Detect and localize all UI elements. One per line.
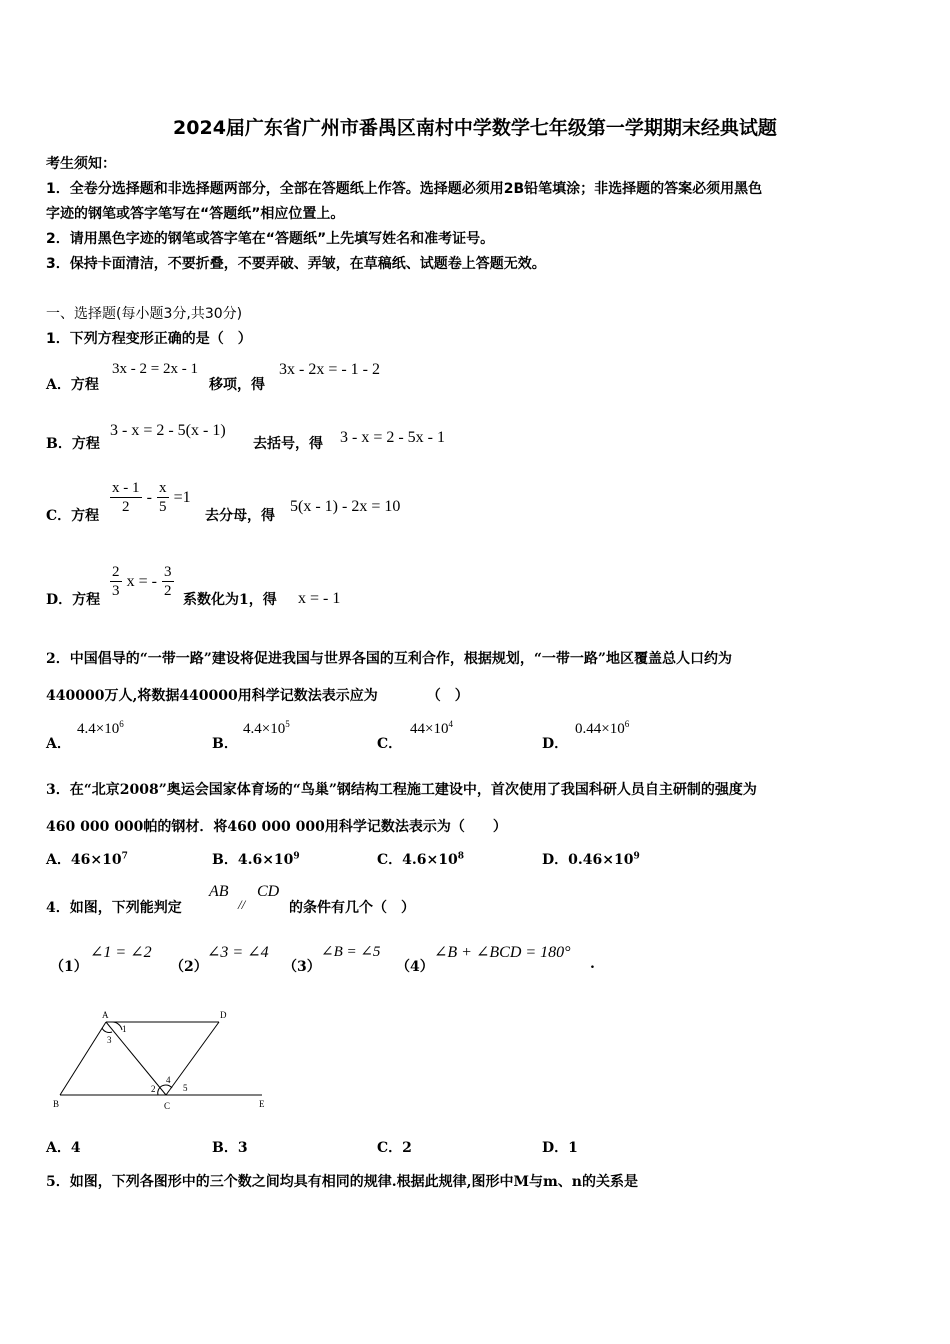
- label-a: A: [102, 1010, 109, 1020]
- q1-option-b-eq2: 3 - x = 2 - 5x - 1: [340, 429, 446, 446]
- q4-cond-2: ∠3 = ∠4: [207, 944, 269, 961]
- q4-option-a: A．4: [46, 1140, 81, 1156]
- label-4: 4: [166, 1075, 171, 1085]
- q4-parallel: //: [238, 897, 246, 912]
- q1-option-b-mid: 去括号，得: [253, 436, 323, 452]
- c-minus: -: [146, 489, 152, 506]
- q3-b-base: B．4.6×10: [212, 852, 294, 868]
- q2-option-d-value: [575, 719, 629, 738]
- q4-cond-end: .: [590, 956, 595, 972]
- q4-cond-1-label: （1）: [50, 959, 88, 975]
- label-3: 3: [107, 1035, 112, 1045]
- q1-option-d-eq1: [110, 563, 174, 600]
- line-ac: [106, 1022, 166, 1095]
- q3-option-b: [212, 849, 300, 869]
- q1-option-c-mid: 去分母，得: [205, 508, 275, 524]
- q2-line-1: 2．中国倡导的“一带一路”建设将促进我国与世界各国的互利合作，根据规划，“一带一路”地区覆盖总人口约为: [46, 651, 732, 667]
- d-x: x = -: [126, 573, 157, 590]
- q2-option-d-label: D．: [542, 736, 569, 752]
- q2-option-b-value: [243, 719, 290, 738]
- q4-cond-1: ∠1 = ∠2: [90, 944, 152, 961]
- q3-d-exp: 9: [633, 851, 640, 862]
- notice-item-1b: 字迹的钢笔或答字笔写在“答题纸”相应位置上。: [46, 206, 345, 222]
- label-d: D: [220, 1010, 227, 1020]
- q1-option-a-eq2: 3x - 2x = - 1 - 2: [279, 361, 381, 378]
- q3-option-c: [377, 849, 464, 869]
- q2-line-2: 440000万人,将数据440000用科学记数法表示应为 （ ）: [46, 688, 469, 704]
- d-frac1-den: 3: [112, 583, 120, 599]
- q2-d-exp: 6: [624, 719, 630, 729]
- q3-line-1: 3．在“北京2008”奥运会国家体育场的“鸟巢”钢结构工程施工建设中，首次使用了我国科研人员自主研制的强度为: [46, 782, 757, 798]
- arc-angle-3: [102, 1028, 112, 1033]
- q2-option-b-label: B．: [212, 736, 238, 752]
- q3-c-base: C．4.6×10: [377, 852, 458, 868]
- q4-cond-4: ∠B + ∠BCD = 180°: [434, 944, 571, 961]
- q3-c-exp: 8: [457, 851, 464, 862]
- q4-ab: AB: [209, 883, 229, 900]
- q1-stem: 1．下列方程变形正确的是（ ）: [46, 331, 252, 347]
- q3-line-2: 460 000 000帕的钢材．将460 000 000用科学记数法表示为（ ）: [46, 819, 507, 835]
- q4-option-d: D．1: [542, 1140, 578, 1156]
- q1-option-c-eq1: [110, 479, 191, 516]
- q2-b-exp: 5: [285, 719, 290, 729]
- q3-option-a: [46, 849, 128, 869]
- q3-option-d: [542, 849, 640, 869]
- q2-option-a-label: A．: [46, 736, 71, 752]
- q4-stem-a: 4．如图，下列能判定: [46, 900, 182, 916]
- q1-option-a-eq1: 3x - 2 = 2x - 1: [112, 361, 198, 377]
- d-frac1-num: 2: [112, 564, 120, 580]
- q4-option-c: C．2: [377, 1140, 412, 1156]
- q3-d-base: D．0.46×10: [542, 852, 634, 868]
- q2-d-base: 0.44×10: [575, 721, 625, 737]
- q4-cd: CD: [257, 883, 280, 900]
- q1-option-d-label: D．方程: [46, 592, 101, 608]
- label-2: 2: [151, 1084, 156, 1094]
- notice-heading: 考生须知：: [46, 156, 116, 172]
- notice-item-1a: 1．全卷分选择题和非选择题两部分，全部在答题纸上作答。选择题必须用2B铅笔填涂；非选择题的答案必须用黑色: [46, 181, 763, 197]
- q2-a-exp: 6: [119, 719, 124, 729]
- q1-option-b-eq1: 3 - x = 2 - 5(x - 1): [110, 422, 226, 439]
- page-title: 2024届广东省广州市番禺区南村中学数学七年级第一学期期末经典试题: [173, 117, 777, 139]
- c-frac2-den: 5: [159, 499, 167, 515]
- q3-a-exp: 7: [121, 851, 128, 862]
- q2-b-base: 4.4×10: [243, 721, 286, 737]
- q4-cond-2-label: （2）: [170, 959, 208, 975]
- q4-figure: [46, 1005, 271, 1115]
- q2-option-c-label: C．: [377, 736, 403, 752]
- notice-item-3: 3．保持卡面清洁，不要折叠，不要弄破、弄皱，在草稿纸、试题卷上答题无效。: [46, 256, 546, 272]
- q1-option-d-eq2: x = - 1: [298, 590, 341, 607]
- label-1: 1: [122, 1024, 127, 1034]
- c-equals: =1: [173, 489, 191, 506]
- d-frac2-num: 3: [164, 564, 172, 580]
- label-e: E: [259, 1099, 265, 1109]
- q2-c-exp: 4: [448, 719, 453, 729]
- label-b: B: [53, 1099, 60, 1109]
- q1-option-c-eq2: 5(x - 1) - 2x = 10: [290, 498, 401, 515]
- q4-cond-3: ∠B = ∠5: [321, 944, 381, 960]
- c-frac2-num: x: [159, 480, 167, 496]
- notice-item-2: 2．请用黑色字迹的钢笔或答字笔在“答题纸”上先填写姓名和准考证号。: [46, 231, 495, 247]
- q1-option-b-label: B．方程: [46, 436, 100, 452]
- d-frac2-den: 2: [164, 583, 172, 599]
- line-dc: [166, 1022, 219, 1095]
- line-ab: [60, 1022, 106, 1095]
- q2-c-base: 44×10: [410, 721, 449, 737]
- label-c: C: [164, 1101, 171, 1111]
- q5-stem: 5．如图，下列各图形中的三个数之间均具有相同的规律.根据此规律,图形中M与m、n的关系是: [46, 1174, 638, 1190]
- q3-a-base: A．46×10: [46, 852, 122, 868]
- q1-option-a-mid: 移项，得: [209, 377, 265, 393]
- section-heading: 一、选择题(每小题3分,共30分): [46, 306, 243, 322]
- q2-option-a-value: [77, 719, 124, 738]
- q4-cond-4-label: （4）: [396, 959, 434, 975]
- q4-cond-3-label: （3）: [283, 959, 321, 975]
- q2-option-c-value: [410, 719, 453, 738]
- q1-option-d-mid: 系数化为1，得: [183, 592, 277, 608]
- q3-b-exp: 9: [293, 851, 300, 862]
- c-frac1-den: 2: [122, 499, 130, 515]
- c-frac1-num: x - 1: [112, 480, 140, 496]
- q2-a-base: 4.4×10: [77, 721, 120, 737]
- arc-angle-1: [112, 1022, 122, 1030]
- q4-stem-b: 的条件有几个（ ）: [289, 900, 415, 916]
- q1-option-a-label: A．方程: [46, 377, 99, 393]
- label-5: 5: [183, 1083, 188, 1093]
- q1-option-c-label: C．方程: [46, 508, 100, 524]
- q4-option-b: B．3: [212, 1140, 248, 1156]
